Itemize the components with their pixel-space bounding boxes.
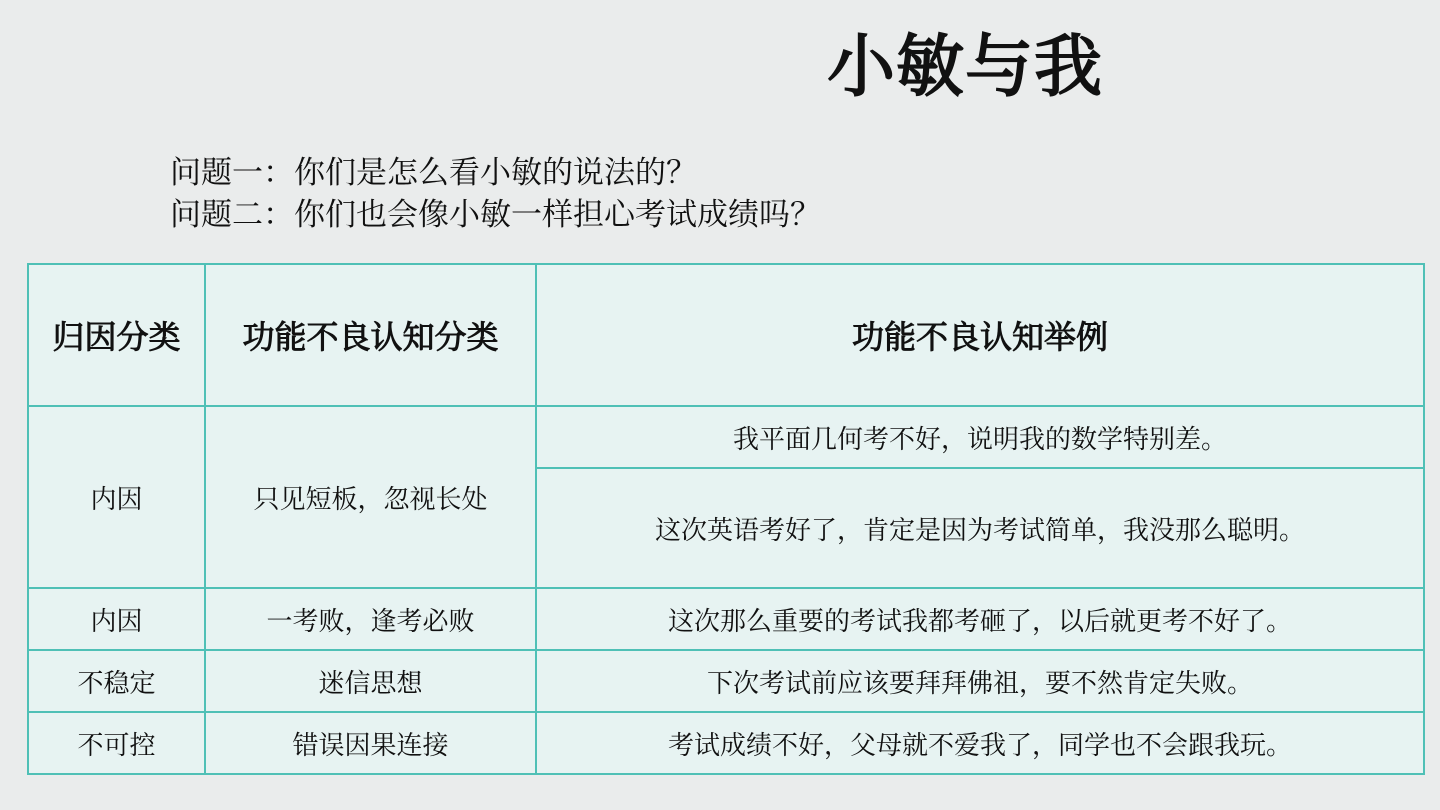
cell-example: 我平面几何考不好，说明我的数学特别差。 (536, 406, 1424, 468)
cell-example: 这次那么重要的考试我都考砸了，以后就更考不好了。 (536, 588, 1424, 650)
table-row (28, 650, 1424, 712)
cell-category: 只见短板，忽视长处 (205, 406, 536, 588)
header-attribution: 归因分类 (28, 264, 205, 406)
cell-attribution: 不稳定 (28, 650, 205, 712)
table-row (28, 712, 1424, 774)
header-examples: 功能不良认知举例 (536, 264, 1424, 406)
cell-attribution: 不可控 (28, 712, 205, 774)
header-category: 功能不良认知分类 (205, 264, 536, 406)
table-row (28, 588, 1424, 650)
table-header-row (28, 264, 1424, 406)
cell-example: 下次考试前应该要拜拜佛祖，要不然肯定失败。 (536, 650, 1424, 712)
questions-block (170, 152, 821, 236)
slide-title: 小敏与我 (826, 28, 1103, 107)
question-1: 问题一：你们是怎么看小敏的说法的？ (170, 155, 697, 191)
table-row (28, 406, 1424, 468)
cell-category: 迷信思想 (205, 650, 536, 712)
question-2: 问题二：你们也会像小敏一样担心考试成绩吗？ (170, 197, 821, 233)
cognition-table (27, 263, 1425, 775)
cell-category: 错误因果连接 (205, 712, 536, 774)
cell-attribution: 内因 (28, 406, 205, 588)
cell-example: 考试成绩不好，父母就不爱我了，同学也不会跟我玩。 (536, 712, 1424, 774)
cell-example: 这次英语考好了，肯定是因为考试简单，我没那么聪明。 (536, 468, 1424, 588)
cell-category: 一考败，逢考必败 (205, 588, 536, 650)
cell-attribution: 内因 (28, 588, 205, 650)
